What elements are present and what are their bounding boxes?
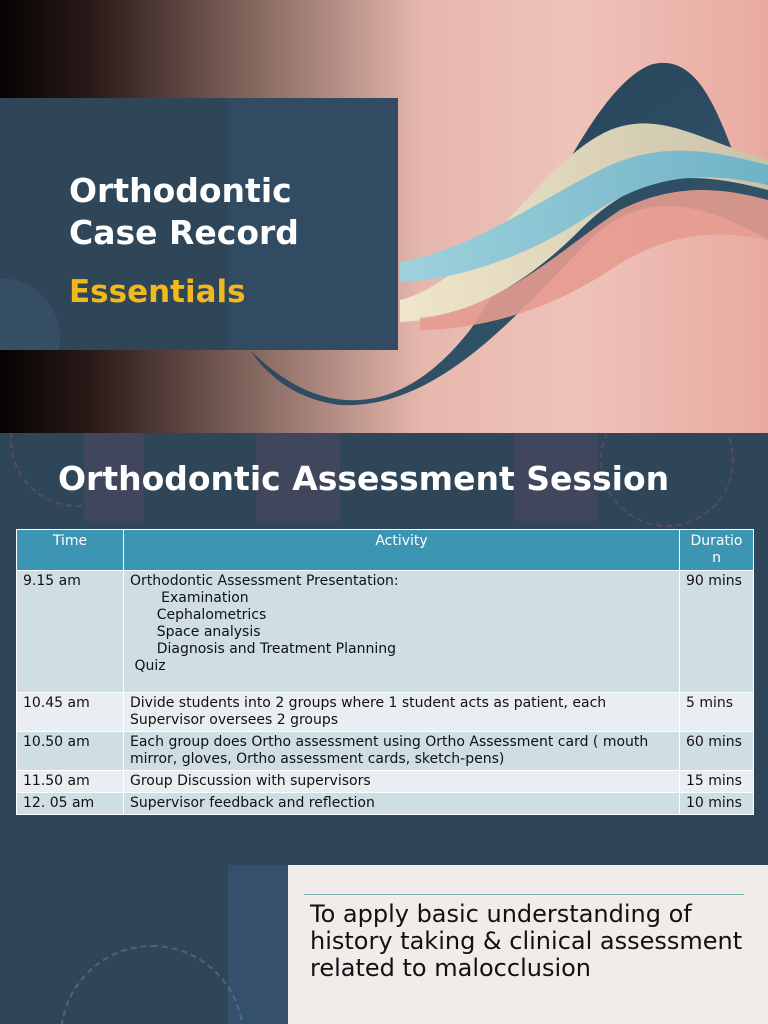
duration-cell: 15 mins <box>680 771 754 793</box>
title-line-1: Orthodontic <box>69 171 292 210</box>
activity-line: Space analysis <box>130 624 261 640</box>
presentation-title <box>69 170 389 254</box>
duration-cell: 60 mins <box>680 732 754 771</box>
activity-line: Examination <box>130 590 249 606</box>
title-slide <box>0 0 768 433</box>
objective-slide <box>0 865 768 1024</box>
time-cell: 9.15 am <box>17 571 124 693</box>
time-cell: 10.45 am <box>17 693 124 732</box>
table-row <box>17 571 754 693</box>
table-header-row <box>17 530 754 571</box>
divider <box>304 894 744 895</box>
column-header-duration: Duratio n <box>680 530 754 571</box>
activity-line: Orthodontic Assessment Presentation: <box>130 573 399 589</box>
decorative-dots <box>60 945 244 1024</box>
objective-panel <box>288 865 768 1024</box>
table-row <box>17 771 754 793</box>
activity-cell: Each group does Ortho assessment using Ortho Assessment card ( mouth mirror, gloves, Ortho assessment cards, sketch-pens) <box>124 732 680 771</box>
activity-cell <box>124 571 680 693</box>
table-row <box>17 732 754 771</box>
column-header-activity: Activity <box>124 530 680 571</box>
duration-cell: 90 mins <box>680 571 754 693</box>
duration-cell: 5 mins <box>680 693 754 732</box>
activity-line: Cephalometrics <box>130 607 267 623</box>
table-row <box>17 793 754 815</box>
duration-cell: 10 mins <box>680 793 754 815</box>
time-cell: 11.50 am <box>17 771 124 793</box>
column-header-time: Time <box>17 530 124 571</box>
decorative-circle <box>0 278 60 350</box>
decorative-block <box>228 865 288 1024</box>
time-cell: 12. 05 am <box>17 793 124 815</box>
activity-line: Diagnosis and Treatment Planning <box>130 641 396 657</box>
activity-cell: Supervisor feedback and reflection <box>124 793 680 815</box>
session-slide <box>0 433 768 865</box>
objective-text: To apply basic understanding of history taking & clinical assessment related to malocclusion <box>310 900 743 982</box>
activity-line: Quiz <box>130 658 166 674</box>
title-line-2: Case Record <box>69 213 299 252</box>
time-cell: 10.50 am <box>17 732 124 771</box>
activity-cell: Divide students into 2 groups where 1 student acts as patient, each Supervisor oversees 2 groups <box>124 693 680 732</box>
table-row <box>17 693 754 732</box>
session-title: Orthodontic Assessment Session <box>58 459 670 498</box>
presentation-subtitle: Essentials <box>69 274 246 310</box>
agenda-table <box>16 529 754 815</box>
activity-cell: Group Discussion with supervisors <box>124 771 680 793</box>
